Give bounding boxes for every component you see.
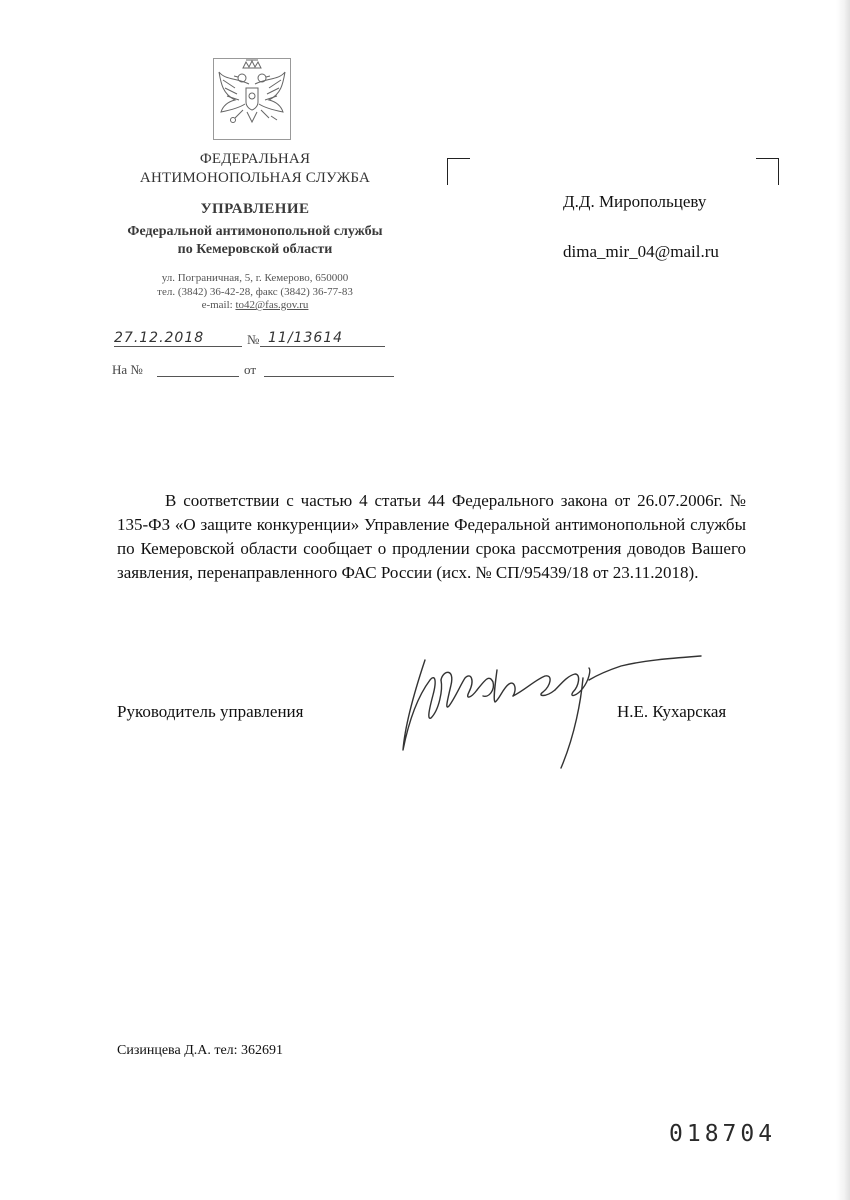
outgoing-number: 11/13614 <box>260 330 385 347</box>
department-name-line-2: по Кемеровской области <box>177 242 333 257</box>
recipient-name: Д.Д. Миропольцеву <box>563 192 707 211</box>
incoming-number-label: На № <box>112 362 143 377</box>
signatory-title: Руководитель управления <box>117 702 304 721</box>
recipient-corner-left <box>447 158 470 185</box>
phones: тел. (3842) 36-42-28, факс (3842) 36-77-83 <box>157 285 353 298</box>
agency-line-1: ФЕДЕРАЛЬНАЯ <box>199 151 311 167</box>
agency-email-link[interactable]: to42@fas.gov.ru <box>235 299 309 311</box>
agency-line-2: АНТИМОНОПОЛЬНАЯ СЛУЖБА <box>139 170 371 186</box>
letter-body: В соответствии с частью 4 статьи 44 Федерального закона от 26.07.2006г. № 135-ФЗ «О защите конкуренции» Управление Федеральной антимонопольной службы по Кемеровской области сообщает о продлении срока рассмотрения доводов Вашего заявления, перенаправленного ФАС России (исх. № СП/95439/18 от 23.11.2018). <box>117 491 746 582</box>
document-serial-number: 018704 <box>669 1121 777 1147</box>
department-name-line-1: Федеральной антимонопольной службы <box>127 224 383 239</box>
department-title: УПРАВЛЕНИЕ <box>200 201 310 217</box>
outgoing-number-label: № <box>247 332 260 347</box>
scan-edge-shadow <box>836 0 850 1200</box>
recipient-email[interactable]: dima_mir_04@mail.ru <box>563 242 719 261</box>
email-line <box>110 299 400 313</box>
signatory-name: Н.Е. Кухарская <box>617 702 727 721</box>
contact-details <box>110 272 400 313</box>
outgoing-date: 27.12.2018 <box>114 330 242 347</box>
incoming-number-blank <box>157 376 239 377</box>
incoming-date-label: от <box>244 362 257 377</box>
incoming-date-blank <box>264 376 394 377</box>
email-label: e-mail: <box>201 299 233 311</box>
executor-contact: Сизинцева Д.А. тел: 362691 <box>117 1043 284 1058</box>
outgoing-registration <box>110 330 390 352</box>
recipient-corner-right <box>756 158 779 185</box>
coat-of-arms-icon <box>213 58 291 140</box>
department-name <box>80 223 430 259</box>
address: ул. Пограничная, 5, г. Кемерово, 650000 <box>161 272 349 284</box>
agency-name <box>100 150 410 188</box>
incoming-reference <box>112 362 402 382</box>
